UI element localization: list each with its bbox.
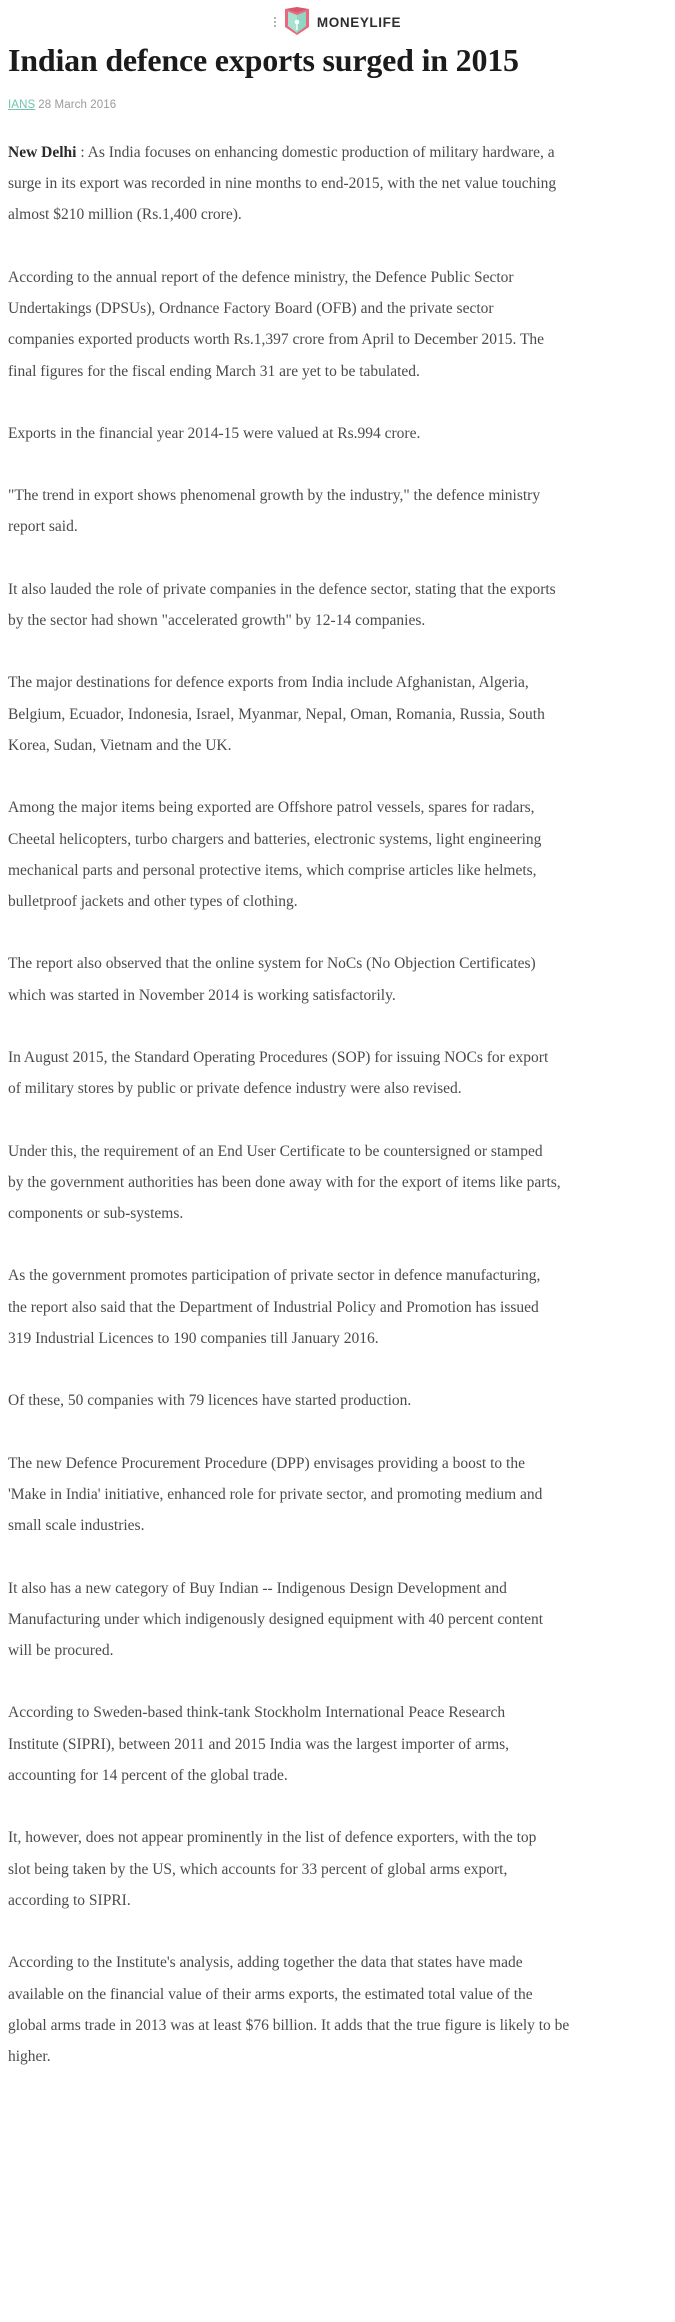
article-line: Of these, 50 companies with 79 licences have started production. — [8, 1392, 412, 1410]
article-line: In August 2015, the Standard Operating Procedures (SOP) for issuing NOCs for export — [8, 1048, 549, 1066]
article-dateline: New Delhi — [8, 143, 77, 161]
article-line: by the government authorities has been done away with for the export of items like parts, — [8, 1173, 561, 1191]
article-paragraph — [8, 1136, 667, 1230]
article-body — [0, 137, 675, 2073]
article-line: accounting for 14 percent of the global trade. — [8, 1767, 288, 1785]
article-paragraph — [8, 262, 667, 387]
article-paragraph — [8, 1260, 667, 1354]
article-line: slot being taken by the US, which accounts for 33 percent of global arms export, — [8, 1860, 508, 1878]
article-line: As the government promotes participation of private sector in defence manufacturing, — [8, 1267, 541, 1285]
article-paragraph — [8, 1822, 667, 1916]
article-paragraph — [8, 574, 667, 637]
site-masthead — [0, 0, 675, 40]
article-line: which was started in November 2014 is working satisfactorily. — [8, 986, 396, 1004]
article-line: global arms trade in 2013 was at least $76 billion. It adds that the true figure is likely to be — [8, 2016, 570, 2034]
article-paragraph — [8, 1385, 667, 1416]
article-paragraph — [8, 667, 667, 761]
article-line: higher. — [8, 2048, 51, 2066]
article-paragraph — [8, 480, 667, 543]
article-line: Institute (SIPRI), between 2011 and 2015 India was the largest importer of arms, — [8, 1735, 510, 1753]
byline-date: 28 March 2016 — [38, 98, 117, 111]
article-paragraph — [8, 792, 667, 917]
article-paragraph — [8, 948, 667, 1011]
page-title: Indian defence exports surged in 2015 — [8, 42, 519, 78]
article-paragraph — [8, 1573, 667, 1667]
brand-name[interactable]: MONEYLIFE — [316, 14, 402, 30]
article-paragraph — [8, 1947, 667, 2072]
article-line: by the sector had shown "accelerated growth" by 12-14 companies. — [8, 612, 426, 630]
article-line: companies exported products worth Rs.1,397 crore from April to December 2015. The — [8, 331, 545, 349]
article-line: It, however, does not appear prominently in the list of defence exporters, with the top — [8, 1829, 537, 1847]
article-line: "The trend in export shows phenomenal growth by the industry," the defence ministry — [8, 487, 541, 505]
article-paragraph — [8, 418, 667, 449]
article-line: Among the major items being exported are Offshore patrol vessels, spares for radars, — [8, 799, 535, 817]
article-line: bulletproof jackets and other types of clothing. — [8, 893, 298, 911]
article-line: According to the Institute's analysis, adding together the data that states have made — [8, 1954, 523, 1972]
byline — [0, 99, 675, 111]
article-line: New Delhi : As India focuses on enhancing domestic production of military hardware, a — [8, 143, 555, 161]
byline-source-link[interactable]: IANS — [8, 98, 36, 111]
article-line: Korea, Sudan, Vietnam and the UK. — [8, 736, 232, 754]
article-paragraph — [8, 1448, 667, 1542]
article-paragraph — [8, 1697, 667, 1791]
article-line: It also has a new category of Buy Indian -- Indigenous Design Development and — [8, 1579, 507, 1597]
article-line: the report also said that the Department of Industrial Policy and Promotion has issued — [8, 1298, 539, 1316]
article-line: available on the financial value of their arms exports, the estimated total value of the — [8, 1985, 533, 2003]
article-line: The report also observed that the online system for NoCs (No Objection Certificates) — [8, 955, 536, 973]
kebab-menu-icon[interactable] — [274, 14, 276, 30]
article-line: report said. — [8, 518, 78, 536]
article-line: 'Make in India' initiative, enhanced role for private sector, and promoting medium and — [8, 1485, 543, 1503]
article-line: components or sub-systems. — [8, 1205, 184, 1223]
moneylife-logo-icon[interactable] — [284, 7, 310, 37]
article-line: Manufacturing under which indigenously designed equipment with 40 percent content — [8, 1610, 544, 1628]
article-line: small scale industries. — [8, 1517, 145, 1535]
article-line: almost $210 million (Rs.1,400 crore). — [8, 206, 242, 224]
article-line: Cheetal helicopters, turbo chargers and batteries, electronic systems, light engineering — [8, 830, 542, 848]
article-line: The major destinations for defence exports from India include Afghanistan, Algeria, — [8, 674, 529, 692]
article-line: Exports in the financial year 2014-15 were valued at Rs.994 crore. — [8, 424, 421, 442]
article-line: Undertakings (DPSUs), Ordnance Factory Board (OFB) and the private sector — [8, 299, 494, 317]
article-paragraph — [8, 1042, 667, 1105]
article-line: final figures for the fiscal ending March 31 are yet to be tabulated. — [8, 362, 420, 380]
article-line: according to SIPRI. — [8, 1891, 131, 1909]
article-line: will be procured. — [8, 1642, 114, 1660]
article-line: It also lauded the role of private companies in the defence sector, stating that the exports — [8, 580, 556, 598]
article-line: According to the annual report of the defence ministry, the Defence Public Sector — [8, 268, 514, 286]
article-line: Under this, the requirement of an End User Certificate to be countersigned or stamped — [8, 1142, 543, 1160]
article-line: The new Defence Procurement Procedure (DPP) envisages providing a boost to the — [8, 1454, 525, 1472]
article-line: According to Sweden-based think-tank Stockholm International Peace Research — [8, 1704, 506, 1722]
article-line: mechanical parts and personal protective items, which comprise articles like helmets, — [8, 861, 537, 879]
article-line: 319 Industrial Licences to 190 companies till January 2016. — [8, 1330, 379, 1348]
article-paragraph — [8, 137, 667, 231]
article-line: Belgium, Ecuador, Indonesia, Israel, Myanmar, Nepal, Oman, Romania, Russia, South — [8, 705, 545, 723]
article-line: surge in its export was recorded in nine months to end-2015, with the net value touching — [8, 175, 557, 193]
article-line: of military stores by public or private defence industry were also revised. — [8, 1080, 462, 1098]
